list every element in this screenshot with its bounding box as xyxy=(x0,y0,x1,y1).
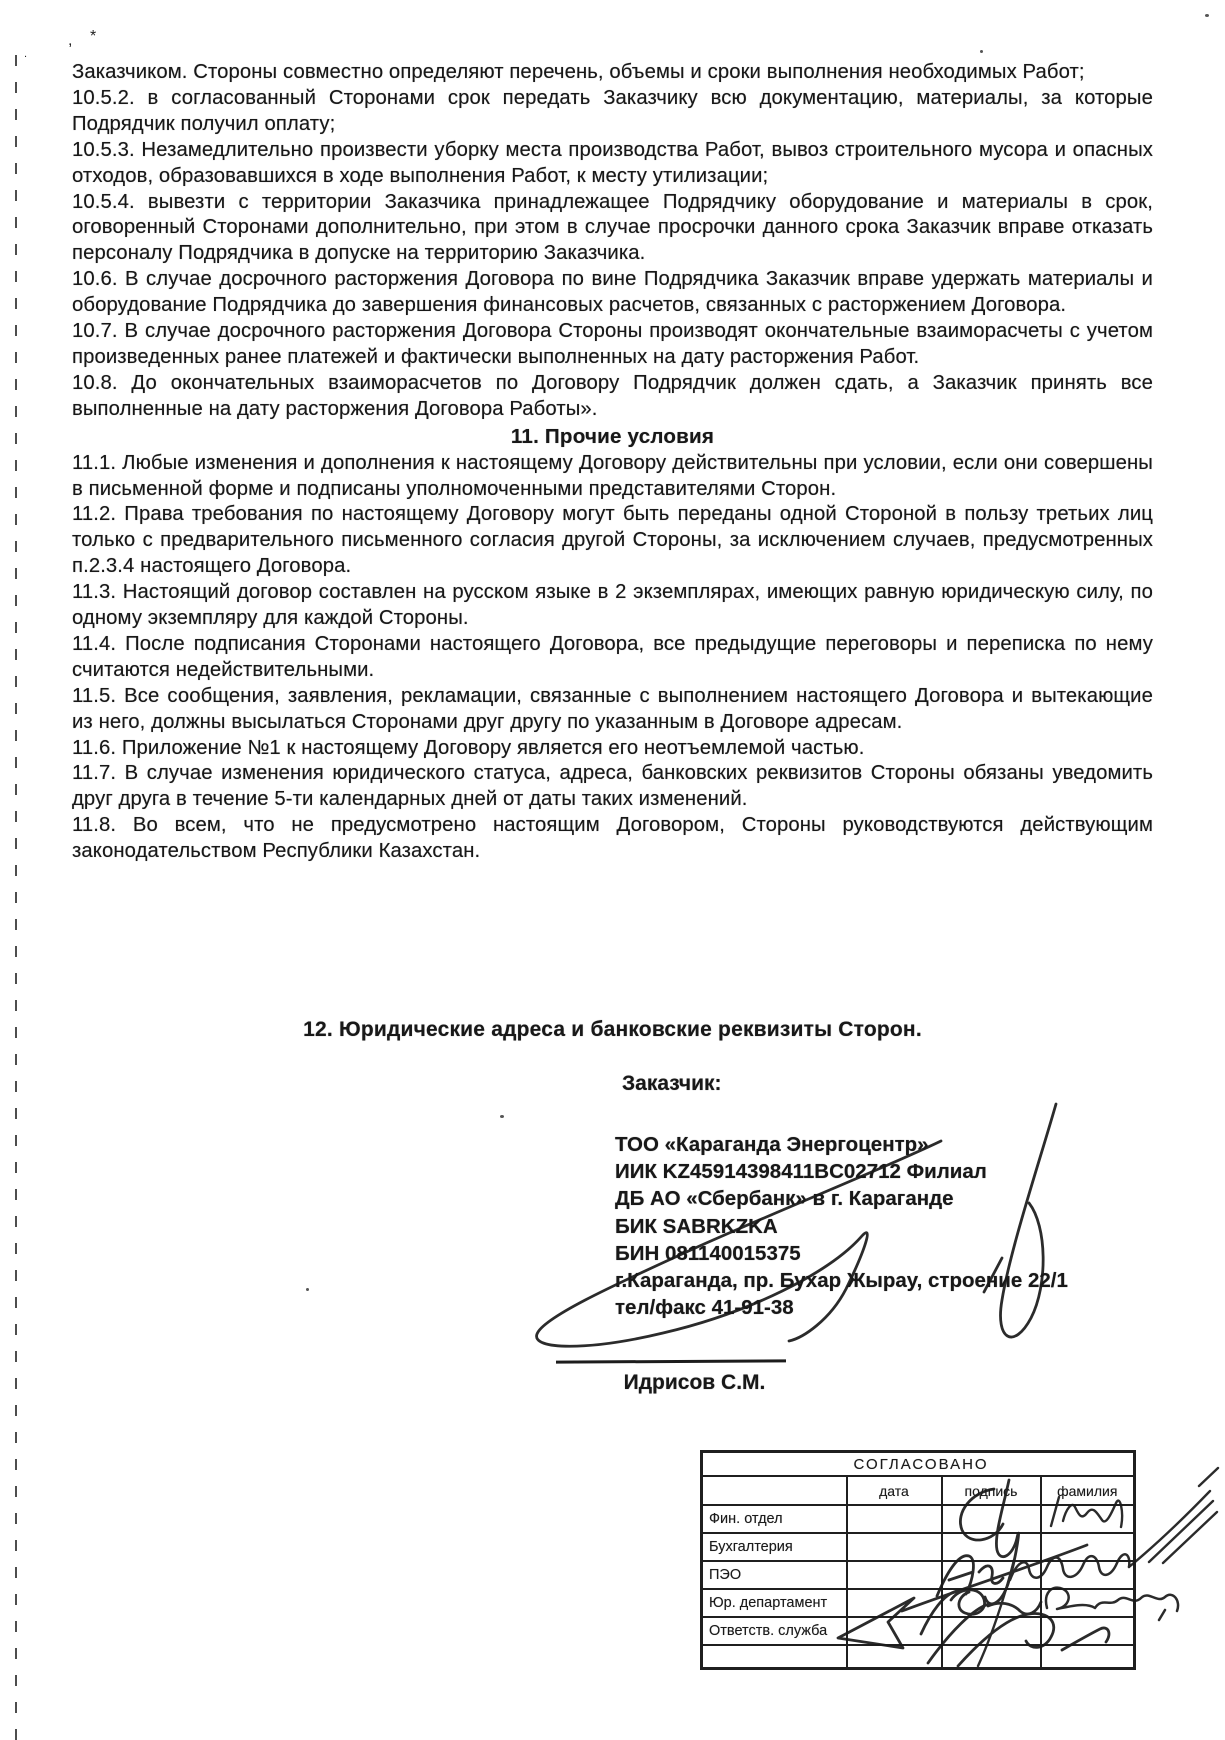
requisite-address: г.Караганда, пр. Бухар Жырау, строение 22/1 xyxy=(615,1269,1068,1293)
approval-cell xyxy=(942,1561,1041,1589)
scan-artifact-comma: , xyxy=(68,32,73,49)
approval-col-signature: подпись xyxy=(942,1476,1041,1505)
scan-artifact-asterisk: * xyxy=(90,28,97,45)
contract-paragraph-11-1: 11.1. Любые изменения и дополнения к настоящему Договору действительны при условии, если они совершены в письменной форме и подписаны уполномоченными представителями Сторон. xyxy=(72,451,1153,500)
section-12-heading: 12. Юридические адреса и банковские реквизиты Сторон. xyxy=(303,1018,922,1041)
section-11-heading: 11. Прочие условия xyxy=(510,424,715,448)
scan-speck xyxy=(306,1288,309,1291)
approval-col-empty xyxy=(702,1476,847,1505)
requisite-bin: БИН 081140015375 xyxy=(615,1241,801,1265)
approval-cell xyxy=(942,1645,1041,1669)
requisite-iik: ИИК KZ45914398411BC02712 Филиал xyxy=(615,1160,987,1184)
contract-paragraph-10-6: 10.6. В случае досрочного расторжения Договора по вине Подрядчика Заказчик вправе удержать материалы и оборудование Подрядчика до завершения финансовых расчетов, связанных с расторжением Договора. xyxy=(72,268,1153,317)
approval-col-date: дата xyxy=(847,1476,942,1505)
contract-paragraph-10-5-4: 10.5.4. вывезти с территории Заказчика принадлежащее Подрядчику оборудование и материалы в срок, оговоренный Сторонами дополнительно, при этом в случае просрочки данного срока Заказчик вправе отказать персоналу Подрядчика в допуске на территорию Заказчика. xyxy=(72,190,1153,265)
approval-cell xyxy=(1041,1533,1135,1561)
approval-cell xyxy=(942,1505,1041,1533)
requisite-company-name: ТОО «Караганда Энергоцентр» xyxy=(615,1133,929,1156)
contract-paragraph-10-5-2: 10.5.2. в согласованный Сторонами срок передать Заказчику всю документацию, материалы, за которые Подрядчик получил оплату; xyxy=(72,86,1153,135)
approval-cell xyxy=(702,1645,847,1669)
scan-artifact-dot: . xyxy=(24,48,28,60)
approval-row-label-peo: ПЭО xyxy=(702,1561,847,1589)
contract-paragraph-11-6: 11.6. Приложение №1 к настоящему Договору является его неотъемлемой частью. xyxy=(72,736,865,759)
contract-paragraph-11-7: 11.7. В случае изменения юридического статуса, адреса, банковских реквизитов Стороны обязаны уведомить друг друга в течение 5-ти календарных дней от даты таких изменений. xyxy=(72,762,1153,811)
approval-cell xyxy=(847,1589,942,1617)
requisite-bik: БИК SABRKZKA xyxy=(615,1214,778,1238)
approval-cell xyxy=(1041,1617,1135,1645)
customer-label: Заказчик: xyxy=(622,1072,722,1095)
approval-cell xyxy=(847,1617,942,1645)
approval-row-label-buh: Бухгалтерия xyxy=(702,1533,847,1561)
left-fold-line xyxy=(15,55,17,1740)
approval-cell xyxy=(847,1561,942,1589)
customer-requisites xyxy=(615,1131,1180,1321)
contract-paragraph-11-4: 11.4. После подписания Сторонами настоящего Договора, все предыдущие переговоры и переписка по нему считаются недействительными. xyxy=(72,632,1153,681)
approval-cell xyxy=(942,1617,1041,1645)
scan-speck xyxy=(1205,14,1209,17)
contract-paragraph-11-2: 11.2. Права требования по настоящему Договору могут быть переданы одной Стороной в пользу третьих лиц только с предварительного письменного согласия другой Стороны, за исключением случаев, предусмотренных п.2.3.4 настоящего Договора. xyxy=(72,503,1153,578)
approval-cell xyxy=(1041,1561,1135,1589)
approval-cell xyxy=(1041,1645,1135,1669)
requisite-phone: тел/факс 41-91-38 xyxy=(615,1296,794,1320)
approval-cell xyxy=(847,1533,942,1561)
approval-title: СОГЛАСОВАНО xyxy=(702,1452,1135,1477)
approval-row-label-fin: Фин. отдел xyxy=(702,1505,847,1533)
approval-col-surname: фамилия xyxy=(1041,1476,1135,1505)
approval-cell xyxy=(847,1505,942,1533)
signatory-name: Идрисов С.М. xyxy=(623,1371,766,1394)
requisite-bank: ДБ АО «Сбербанк» в г. Караганде xyxy=(615,1187,954,1211)
contract-paragraph-continuation: Заказчиком. Стороны совместно определяют перечень, объемы и сроки выполнения необходимых Работ; xyxy=(72,61,1085,83)
contract-paragraph-11-5: 11.5. Все сообщения, заявления, рекламации, связанные с выполнением настоящего Договора и вытекающие из него, должны высылаться Сторонами друг другу по указанным в Договоре адресам. xyxy=(72,684,1153,733)
contract-paragraph-10-7: 10.7. В случае досрочного расторжения Договора Стороны производят окончательные взаиморасчеты с учетом произведенных ранее платежей и фактически выполненных на дату расторжения Работ. xyxy=(72,320,1153,368)
scan-speck xyxy=(500,1115,504,1118)
contract-paragraph-11-8: 11.8. Во всем, что не предусмотрено настоящим Договором, Стороны руководствуются действующим законодательством Республики Казахстан. xyxy=(72,814,1153,863)
scan-speck xyxy=(980,50,983,53)
signature-line xyxy=(556,1359,786,1363)
approval-cell xyxy=(847,1645,942,1669)
contract-paragraph-10-5-3: 10.5.3. Незамедлительно произвести уборку места производства Работ, вывоз строительного мусора и опасных отходов, образовавшихся в ходе выполнения Работ, к месту утилизации; xyxy=(72,138,1153,187)
approval-table xyxy=(700,1450,1136,1670)
pen-feather-flourish xyxy=(1129,1468,1218,1567)
contract-paragraph-10-8: 10.8. До окончательных взаиморасчетов по Договору Подрядчик должен сдать, а Заказчик принять все выполненные на дату расторжения Договора Работы». xyxy=(72,371,1153,420)
contract-paragraph-11-3: 11.3. Настоящий договор составлен на русском языке в 2 экземплярах, имеющих равную юридическую силу, по одному экземпляру для каждой Стороны. xyxy=(72,581,1153,630)
approval-cell xyxy=(1041,1505,1135,1533)
approval-cell xyxy=(1041,1589,1135,1617)
approval-cell xyxy=(942,1589,1041,1617)
approval-row-label-otv: Ответств. служба xyxy=(702,1617,847,1645)
approval-row-label-jur: Юр. департамент xyxy=(702,1589,847,1617)
approval-cell xyxy=(942,1533,1041,1561)
contract-body xyxy=(72,60,1153,865)
